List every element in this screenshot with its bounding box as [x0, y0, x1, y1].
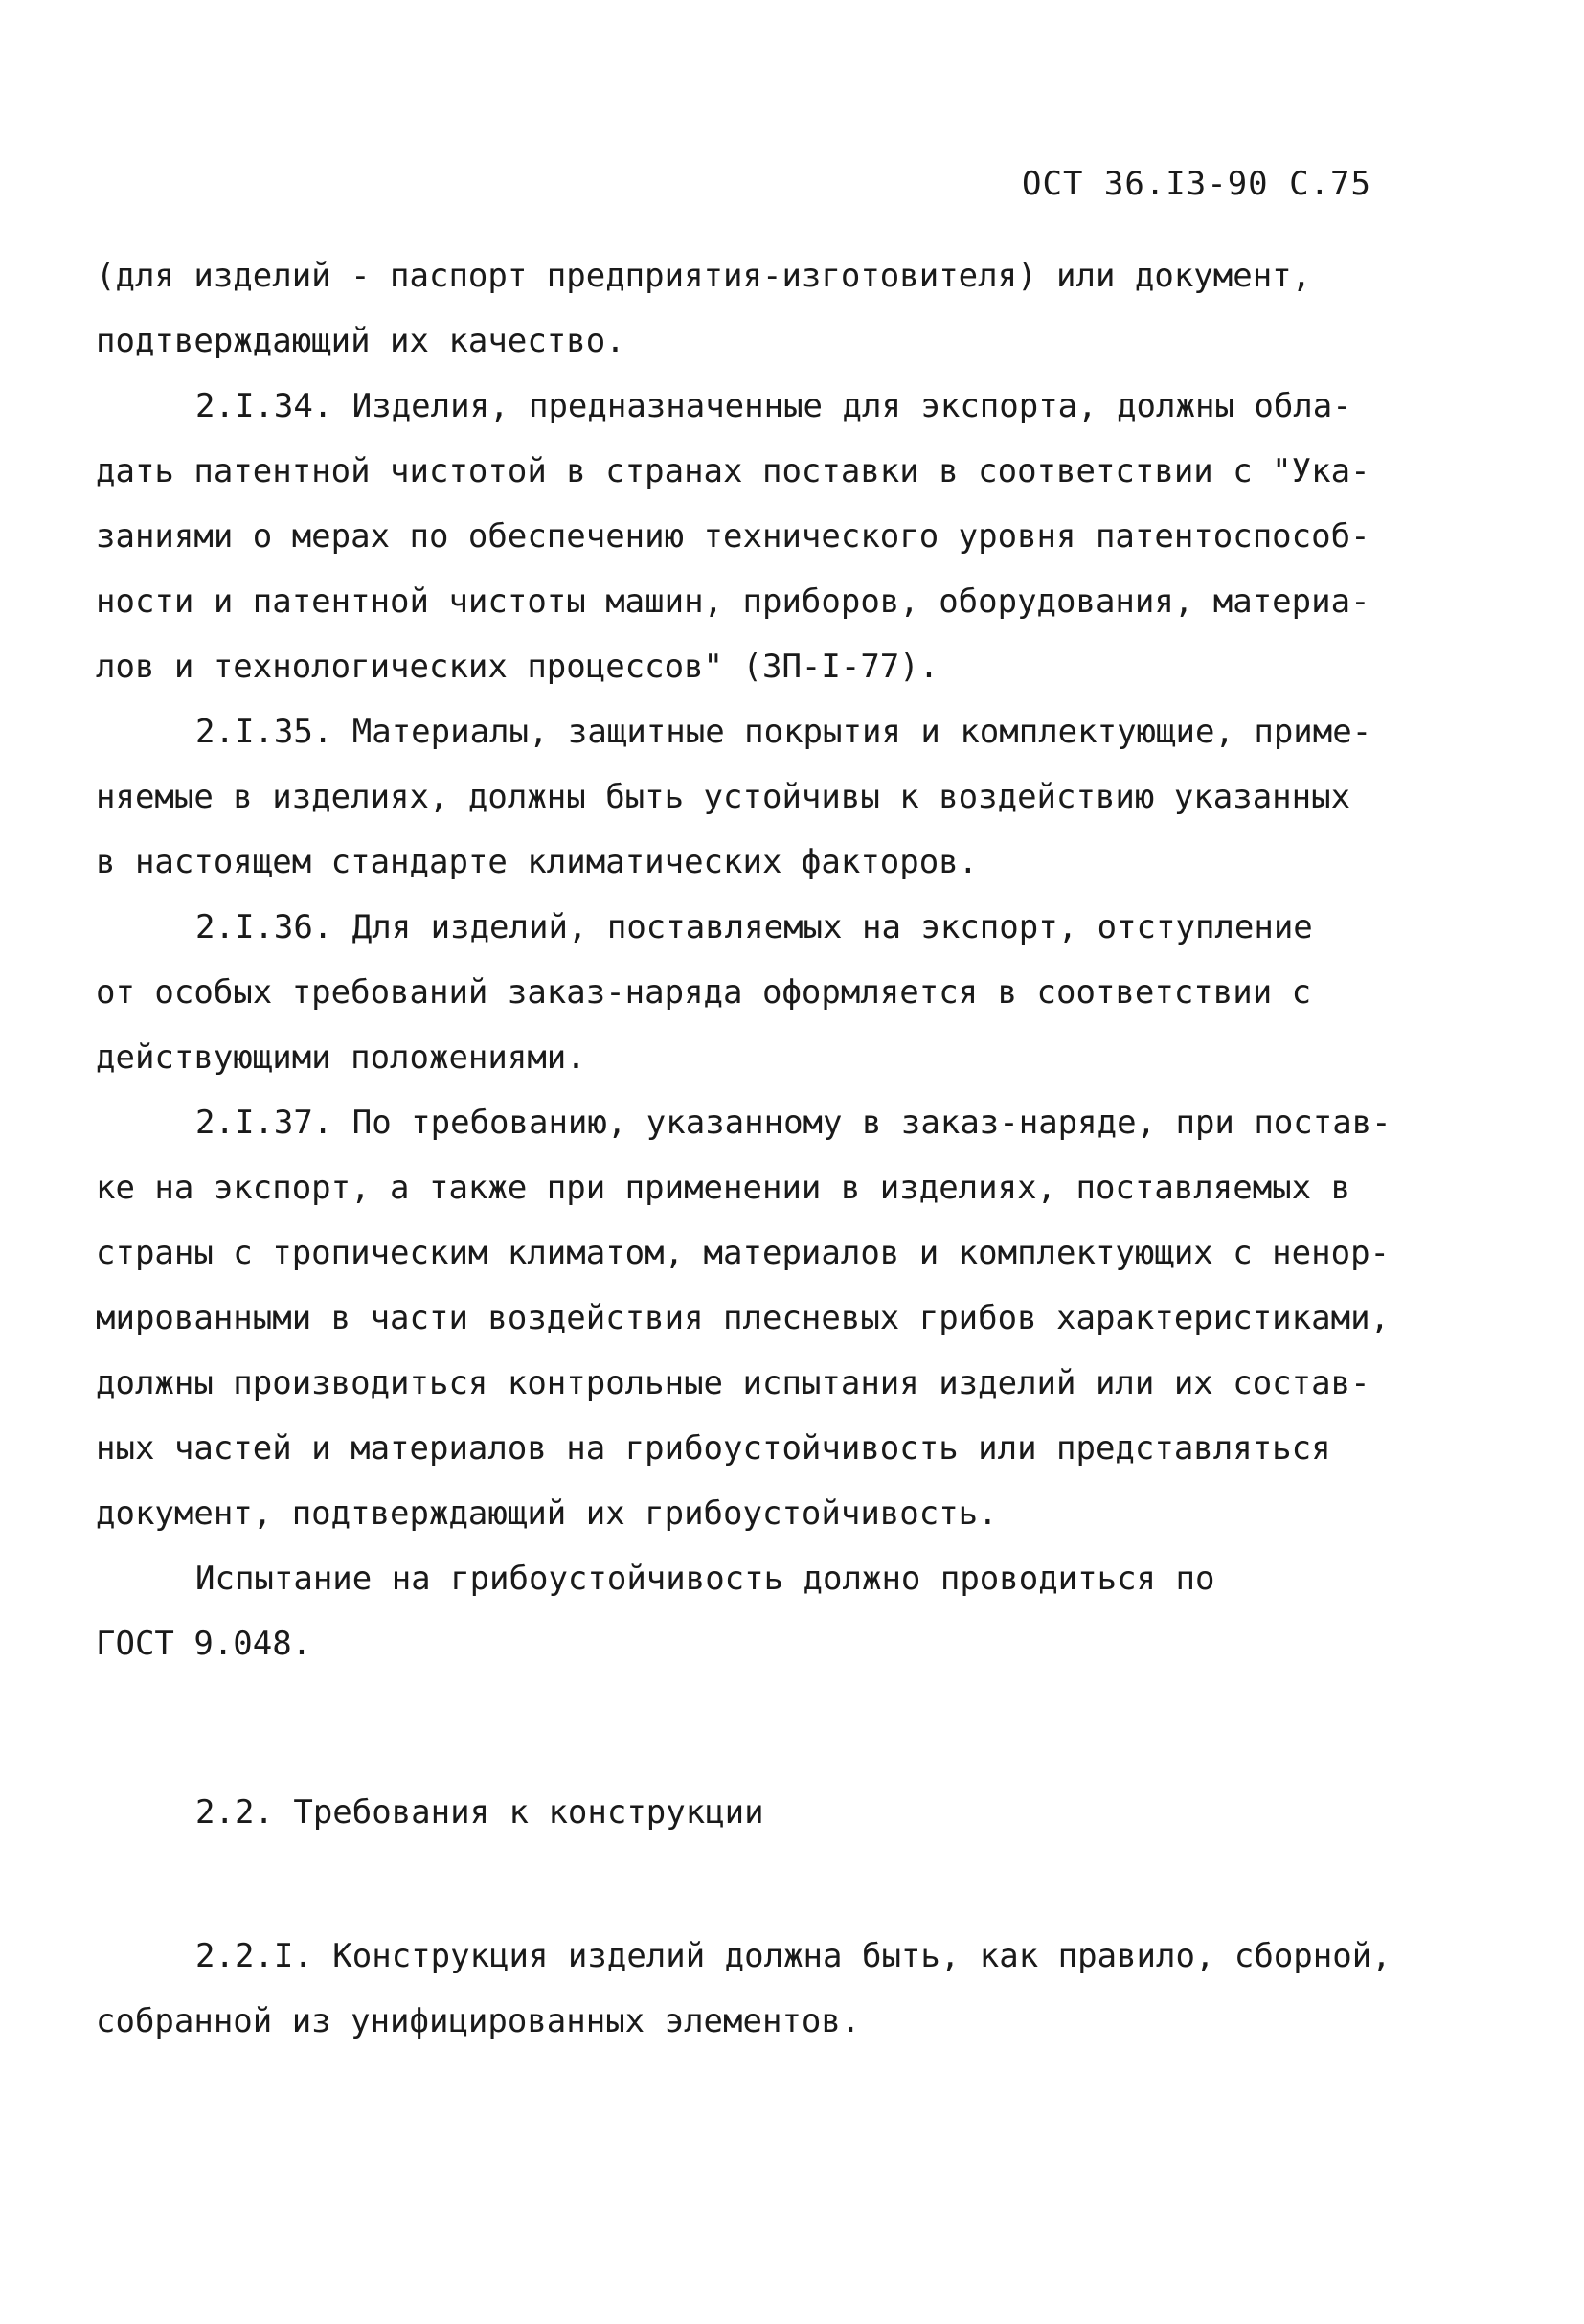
text-line: от особых требований заказ-наряда оформляется в соответствии с	[96, 973, 1312, 1012]
clause-2-1-36	[96, 895, 1437, 1090]
fungus-test-paragraph	[96, 1546, 1437, 1676]
text-line: (для изделий - паспорт предприятия-изготовителя) или документ,	[96, 257, 1312, 295]
text-line: заниями о мерах по обеспечению технического уровня патентоспособ-	[96, 517, 1370, 556]
text-line: мированными в части воздействия плесневых грибов характеристиками,	[96, 1299, 1391, 1337]
text-line: должны производиться контрольные испытания изделий или их состав-	[96, 1364, 1370, 1402]
clause-first-line: 2.I.34. Изделия, предназначенные для экспорта, должны обла-	[195, 387, 1352, 425]
text-line: страны с тропическим климатом, материалов и комплектующих с ненор-	[96, 1234, 1391, 1272]
document-reference: ОСТ 36.I3-90 С.75	[1022, 165, 1371, 203]
text-line: ГОСТ 9.048.	[96, 1625, 312, 1663]
text-line: няемые в изделиях, должны быть устойчивы к воздействию указанных	[96, 778, 1351, 816]
text-line: лов и технологических процессов" (ЗП-I-77).	[96, 648, 939, 686]
section-2-2-heading	[96, 1780, 1437, 1845]
clause-first-line: 2.I.37. По требованию, указанному в заказ-наряде, при постав-	[195, 1104, 1392, 1142]
section-spacer	[96, 1845, 1437, 1924]
text-line: действующими положениями.	[96, 1038, 586, 1077]
clause-2-1-35	[96, 699, 1437, 895]
clause-first-line: 2.2.I. Конструкция изделий должна быть, как правило, сборной,	[195, 1937, 1392, 1975]
clause-first-line: Испытание на грибоустойчивость должно проводиться по	[195, 1560, 1215, 1598]
section-spacer	[96, 1676, 1437, 1780]
clause-2-2-1	[96, 1924, 1437, 2054]
text-line: ных частей и материалов на грибоустойчивость или представляться	[96, 1429, 1331, 1468]
clause-first-line: 2.I.36. Для изделий, поставляемых на экспорт, отступление	[195, 908, 1313, 946]
text-line: в настоящем стандарте климатических факторов.	[96, 843, 979, 881]
section-heading: 2.2. Требования к конструкции	[195, 1793, 764, 1832]
document-body	[96, 243, 1437, 2054]
text-line: ности и патентной чистоты машин, приборов, оборудования, материа-	[96, 582, 1370, 621]
text-line: собранной из унифицированных элементов.	[96, 2002, 861, 2040]
clause-first-line: 2.I.35. Материалы, защитные покрытия и комплектующие, приме-	[195, 713, 1372, 751]
clause-2-1-34	[96, 374, 1437, 699]
text-line: подтверждающий их качество.	[96, 322, 625, 360]
text-line: ке на экспорт, а также при применении в изделиях, поставляемых в	[96, 1169, 1351, 1207]
text-line: документ, подтверждающий их грибоустойчивость.	[96, 1494, 998, 1533]
text-line: дать патентной чистотой в странах поставки в соответствии с "Ука-	[96, 452, 1370, 490]
continuation-paragraph	[96, 243, 1437, 374]
clause-2-1-37	[96, 1090, 1437, 1546]
